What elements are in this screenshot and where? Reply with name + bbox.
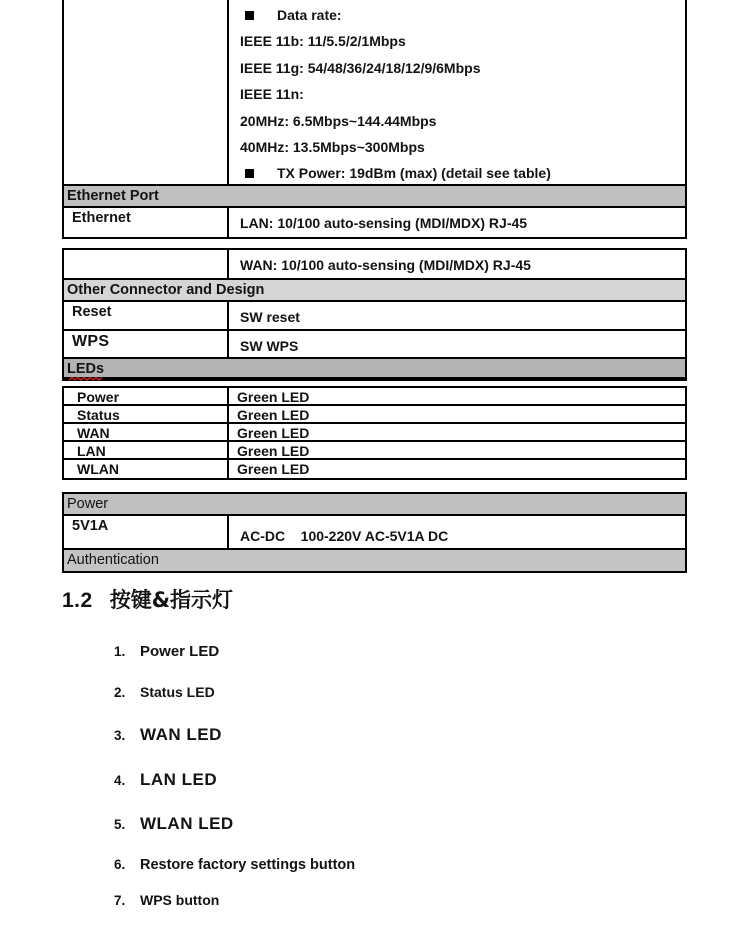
list-item-text: WAN LED xyxy=(140,725,222,744)
list-item xyxy=(114,892,219,908)
list-item-number: 3. xyxy=(114,728,126,743)
rate-line-11b: IEEE 11b: 11/5.5/2/1Mbps xyxy=(240,33,406,50)
table-header-leds xyxy=(64,359,685,379)
led-value: Green LED xyxy=(237,425,310,441)
wps-row xyxy=(64,331,685,359)
list-item-text: Status LED xyxy=(140,684,215,700)
section-heading xyxy=(62,584,233,614)
section-title: 按键&指示灯 xyxy=(109,588,234,612)
list-item-text: WLAN LED xyxy=(140,814,234,833)
table-header-other-connector: Other Connector and Design xyxy=(64,280,685,302)
reset-value: SW reset xyxy=(240,309,300,325)
wps-label: WPS xyxy=(64,331,229,357)
list-item xyxy=(114,684,215,700)
led-row-wan xyxy=(64,424,685,442)
lan-value: LAN: 10/100 auto-sensing (MDI/MDX) RJ-45 xyxy=(240,215,528,231)
tx-power-label: TX Power: 19dBm (max) (detail see table) xyxy=(277,165,551,182)
table-header-ethernet-port: Ethernet Port xyxy=(64,186,685,208)
led-label: LAN xyxy=(64,442,229,458)
data-rate-bullet-line xyxy=(240,2,679,28)
list-item xyxy=(114,643,219,660)
led-label: WLAN xyxy=(64,460,229,478)
wan-value: WAN: 10/100 auto-sensing (MDI/MDX) RJ-45 xyxy=(240,257,531,273)
led-value: Green LED xyxy=(237,443,310,459)
spec-table-power xyxy=(62,492,687,573)
list-item-number: 2. xyxy=(114,685,126,700)
power-label: 5V1A xyxy=(64,516,229,548)
power-value: AC-DC 100-220V AC-5V1A DC xyxy=(240,528,449,544)
square-bullet-icon xyxy=(245,169,254,178)
spec-table-connectors xyxy=(62,248,687,381)
list-item xyxy=(114,857,355,873)
led-value: Green LED xyxy=(237,461,310,477)
led-row-status xyxy=(64,406,685,424)
leds-header-label: LEDs xyxy=(67,361,105,377)
empty-label-cell xyxy=(64,0,229,184)
led-label: WAN xyxy=(64,424,229,440)
section-number: 1.2 xyxy=(62,589,93,612)
spec-table-wireless xyxy=(62,0,687,239)
list-item xyxy=(114,725,222,745)
rate-line-11g: IEEE 11g: 54/48/36/24/18/12/9/6Mbps xyxy=(240,59,481,76)
power-5v1a-row xyxy=(64,516,685,550)
rate-line-40mhz: 40MHz: 13.5Mbps~300Mbps xyxy=(240,139,425,156)
square-bullet-icon xyxy=(245,11,254,20)
data-rate-row xyxy=(64,0,685,186)
list-item-number: 6. xyxy=(114,857,126,872)
list-item xyxy=(114,814,234,834)
list-item-text: LAN LED xyxy=(140,770,218,789)
table-header-authentication: Authentication xyxy=(64,550,685,571)
led-label: Power xyxy=(64,388,229,404)
rate-line-11n: IEEE 11n: xyxy=(240,86,304,103)
led-row-power xyxy=(64,388,685,406)
list-item-number: 4. xyxy=(114,773,126,788)
ethernet-lan-row xyxy=(64,208,685,237)
empty-label-cell xyxy=(64,250,229,278)
list-item-number: 7. xyxy=(114,893,126,908)
led-row-wlan xyxy=(64,460,685,478)
reset-row xyxy=(64,302,685,331)
list-item-text: WPS button xyxy=(140,892,220,908)
led-value: Green LED xyxy=(237,407,310,423)
list-item-text: Restore factory settings button xyxy=(140,857,356,873)
table-header-power: Power xyxy=(64,494,685,516)
wps-value: SW WPS xyxy=(240,338,299,354)
led-value: Green LED xyxy=(237,389,310,405)
data-rate-cell xyxy=(229,0,685,184)
led-row-lan xyxy=(64,442,685,460)
spec-table-led-list xyxy=(62,386,687,480)
reset-label: Reset xyxy=(64,302,229,329)
spellcheck-squiggle-icon xyxy=(68,376,104,381)
list-item-number: 1. xyxy=(114,644,126,659)
wan-port-row xyxy=(64,250,685,280)
ethernet-label: Ethernet xyxy=(64,208,229,237)
list-item-number: 5. xyxy=(114,817,126,832)
data-rate-label: Data rate: xyxy=(277,7,342,23)
list-item-text: Power LED xyxy=(140,643,220,660)
list-item xyxy=(114,770,217,790)
rate-line-20mhz: 20MHz: 6.5Mbps~144.44Mbps xyxy=(240,112,437,129)
tx-power-bullet-line xyxy=(240,160,679,186)
led-label: Status xyxy=(64,406,229,422)
